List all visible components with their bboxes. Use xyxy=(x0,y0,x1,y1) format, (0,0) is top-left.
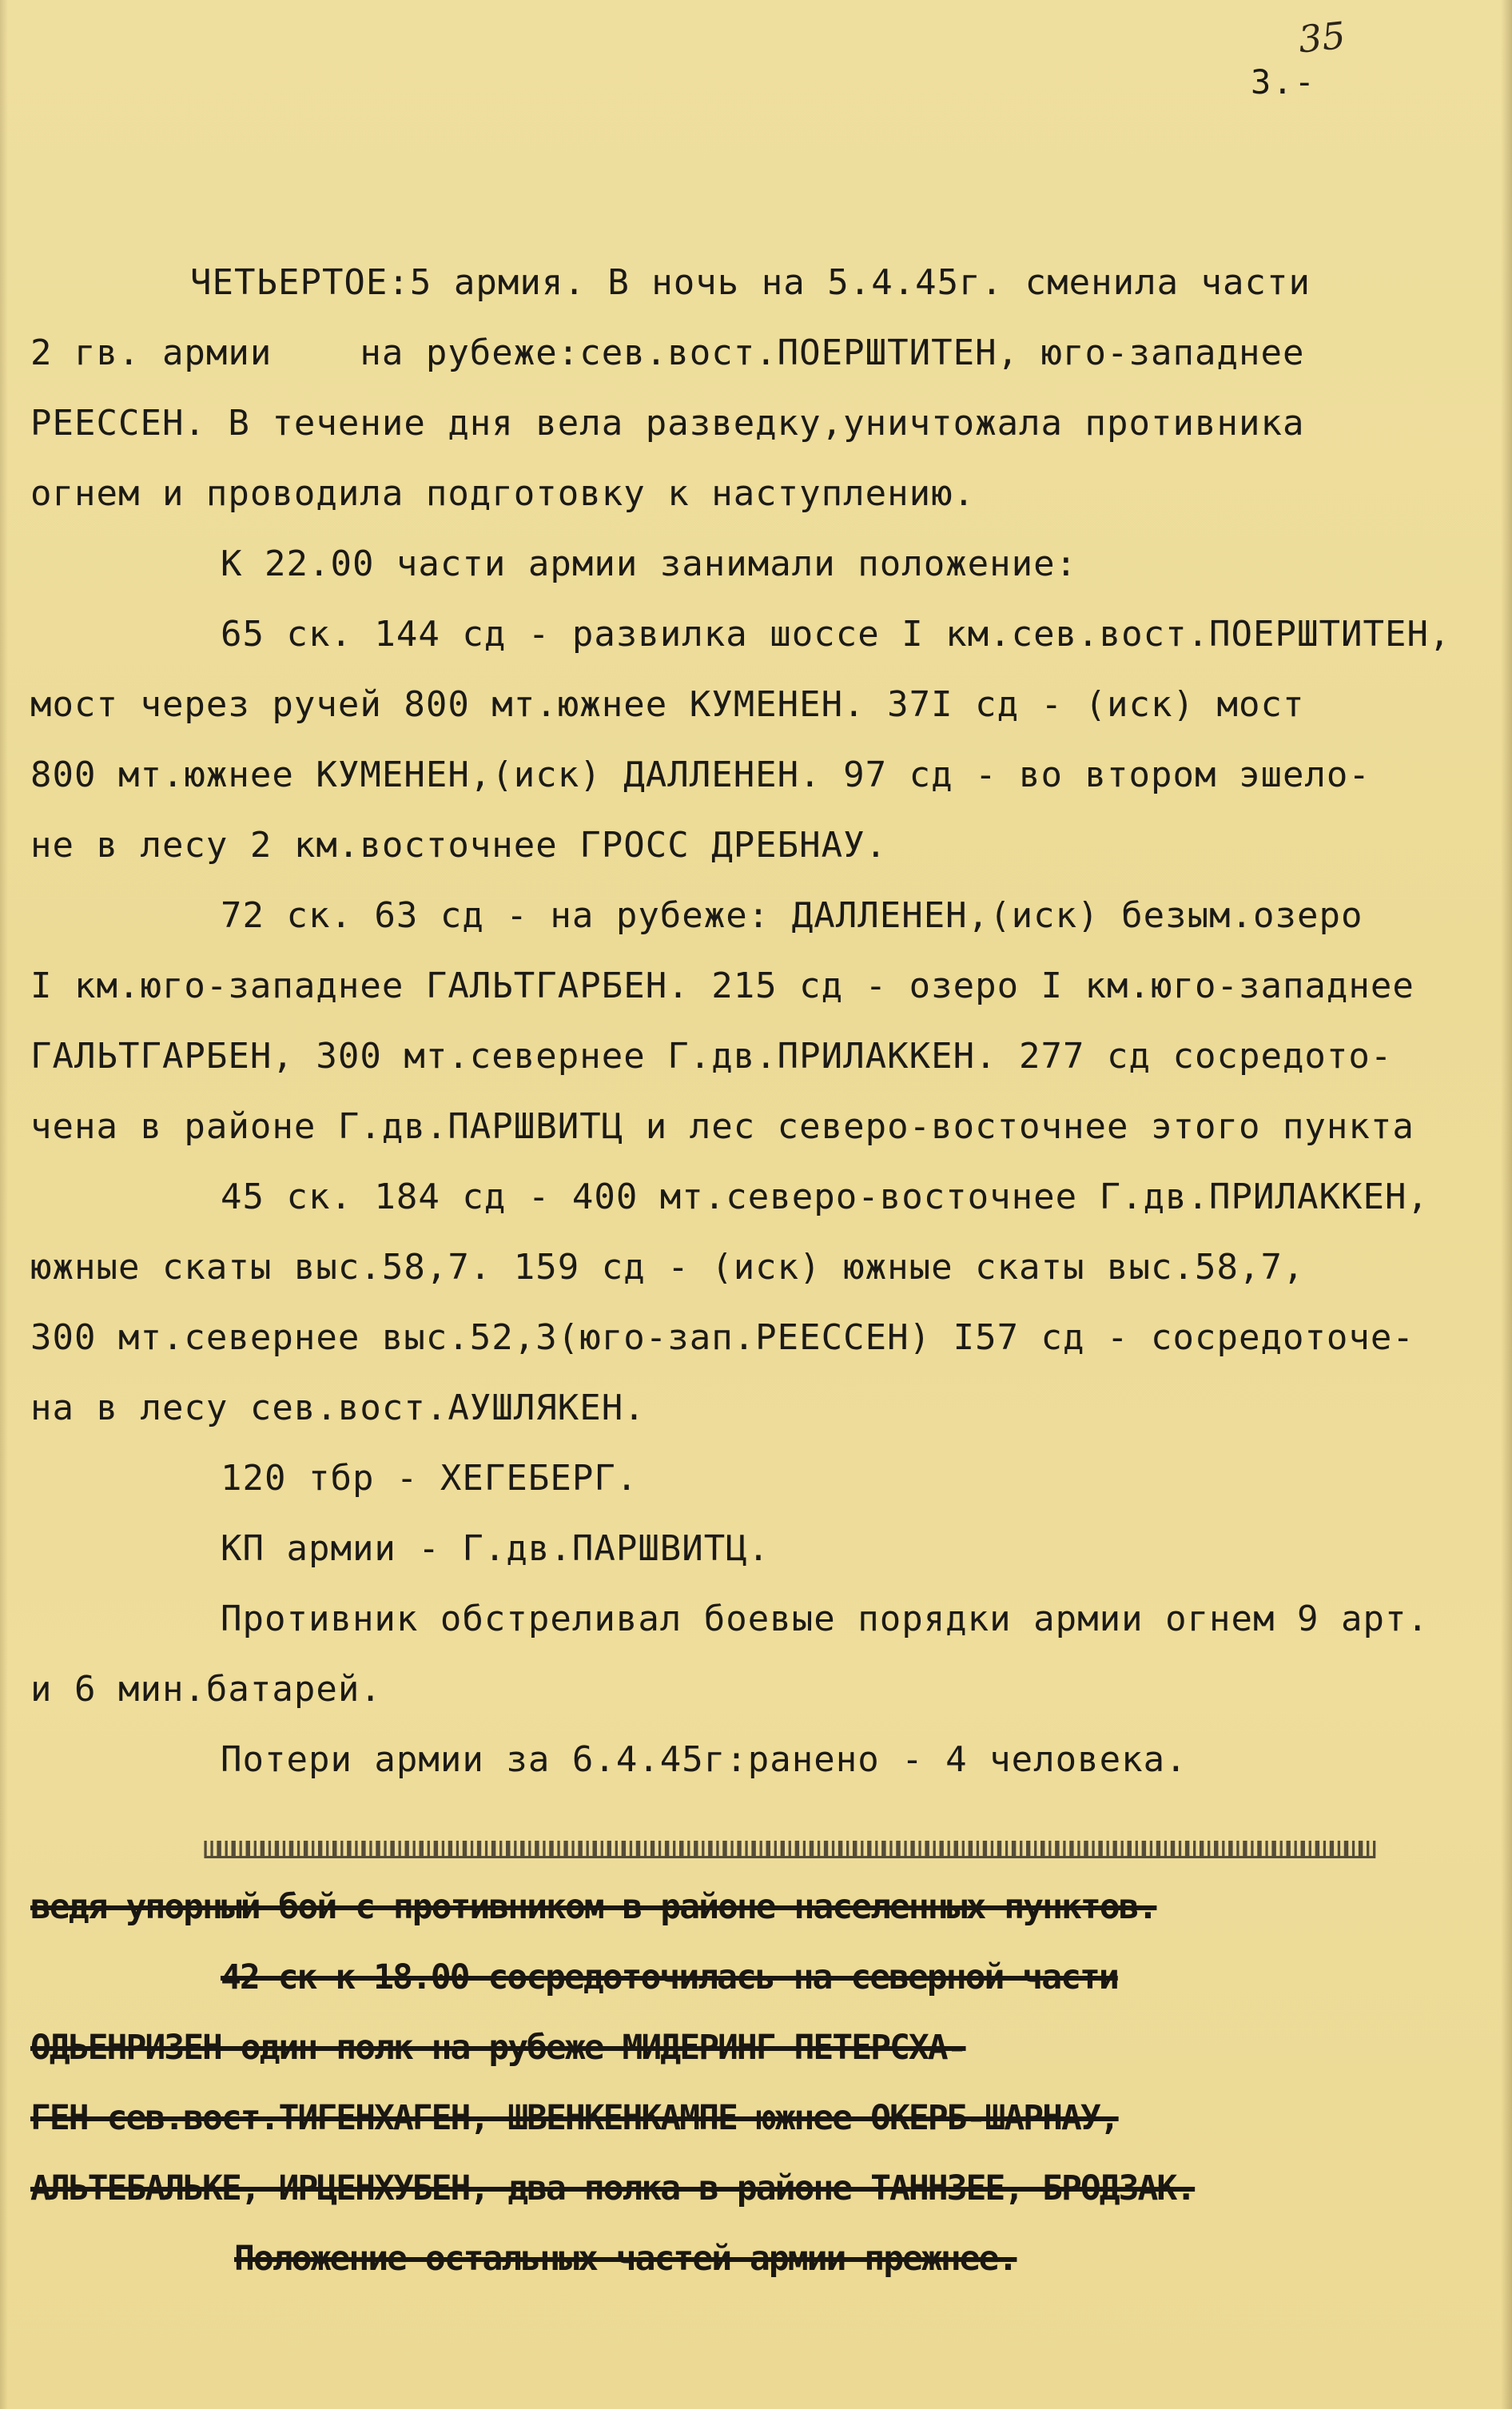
text-line: 300 мт.севернее выс.52,3(юго-зап.РЕЕССЕН) I57 сд - сосредоточе- xyxy=(30,1317,1415,1358)
text-line: и 6 мин.батарей. xyxy=(30,1669,382,1710)
text-line: 120 тбр - ХЕГЕБЕРГ. xyxy=(221,1458,639,1499)
text-line: ЧЕТЬЕРТОЕ:5 армия. В ночь на 5.4.45г. сменила части xyxy=(190,262,1311,303)
text-line: 65 ск. 144 сд - развилка шоссе I км.сев.вост.ПОЕРШТИТЕН, xyxy=(221,614,1451,655)
struck-text-line: ОДЬЕНРИЗЕН один полк на рубеже МИДЕРИНГ ПЕТЕРСХА- xyxy=(30,2028,966,2068)
text-line: I км.юго-западнее ГАЛЬТГАРБЕН. 215 сд - озеро I км.юго-западнее xyxy=(30,966,1415,1006)
handwritten-folio-number: 35 xyxy=(1296,13,1347,62)
text-line: Потери армии за 6.4.45г:ранено - 4 человека. xyxy=(221,1739,1188,1780)
text-line: огнем и проводила подготовку к наступлению. xyxy=(30,473,976,514)
text-line: КП армии - Г.дв.ПАРШВИТЦ. xyxy=(221,1528,770,1569)
text-line: на в лесу сев.вост.АУШЛЯКЕН. xyxy=(30,1388,646,1428)
text-line: не в лесу 2 км.восточнее ГРОСС ДРЕБНАУ. xyxy=(30,825,888,866)
text-line: 2 гв. армии на рубеже:сев.вост.ПОЕРШТИТЕН, юго-западнее xyxy=(30,332,1305,373)
struck-out-section xyxy=(30,1824,1493,2294)
text-line: 45 ск. 184 сд - 400 мт.северо-восточнее Г.дв.ПРИЛАККЕН, xyxy=(221,1177,1429,1217)
text-line: 800 мт.южнее КУМЕНЕН,(иск) ДАЛЛЕНЕН. 97 сд - во втором эшело- xyxy=(30,755,1371,795)
struck-text-line: ведя упорный бой с противником в районе населенных пунктов. xyxy=(30,1887,1157,1927)
struck-text-line: АЛЬТЕБАЛЬКЕ, ИРЦЕНХУБЕН, два полка в районе ТАННЗЕЕ, БРОДЗАК. xyxy=(30,2168,1196,2208)
text-line: чена в районе Г.дв.ПАРШВИТЦ и лес северо-восточнее этого пункта xyxy=(30,1106,1415,1147)
typed-report-body xyxy=(30,248,1493,1795)
page-edge-shadow-right xyxy=(1501,0,1512,2409)
text-line: Противник обстреливал боевые порядки армии огнем 9 арт. xyxy=(221,1599,1429,1639)
page-number: 3.- xyxy=(1251,62,1316,102)
page-edge-shadow-left xyxy=(0,0,8,2409)
text-line: мост через ручей 800 мт.южнее КУМЕНЕН. 37I сд - (иск) мост xyxy=(30,684,1305,725)
struck-text-line: 42 ск к 18.00 сосредоточилась на северной части xyxy=(221,1957,1118,1997)
struck-text-line: Положение остальных частей армии прежнее. xyxy=(234,2239,1017,2279)
text-line: ГАЛЬТГАРБЕН, 300 мт.севернее Г.дв.ПРИЛАККЕН. 277 сд сосредото- xyxy=(30,1036,1393,1077)
text-line: К 22.00 части армии занимали положение: xyxy=(221,544,1078,584)
text-line: южные скаты выс.58,7. 159 сд - (иск) южные скаты выс.58,7, xyxy=(30,1247,1305,1288)
struck-text-line: ГЕН сев.вост.ТИГЕНХАГЕН, ШВЕНКЕНКАМПЕ южнее ОКЕРБ-ШАРНАУ, xyxy=(30,2098,1119,2138)
text-line: РЕЕССЕН. В течение дня вела разведку,уничтожала противника xyxy=(30,403,1305,444)
text-line: 72 ск. 63 сд - на рубеже: ДАЛЛЕНЕН,(иск) безым.озеро xyxy=(221,895,1363,936)
typed-strikeout-rule: шшшшшшшшшшшшшшшшшшшшшшшшшшшшшшшшшшшшшшшшшшшшшшшшшшшшшшшшшшшшшшшшшшшшшшшшшшшшшшшшш xyxy=(202,1830,1373,1866)
